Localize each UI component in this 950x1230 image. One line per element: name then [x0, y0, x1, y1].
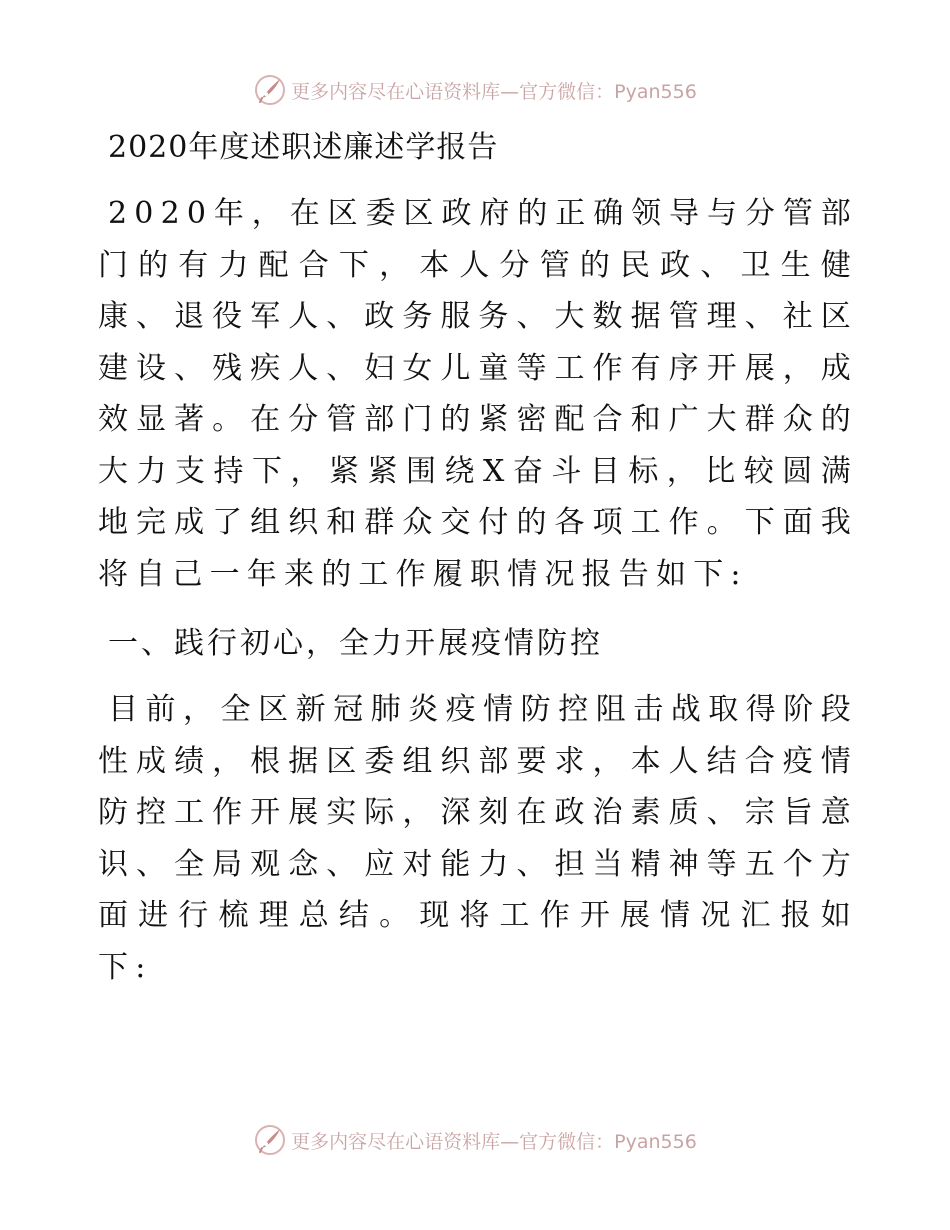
footer-watermark-text: 更多内容尽在心语资料库—官方微信：Pyan556 — [291, 1130, 697, 1153]
section-paragraph: 目前，全区新冠肺炎疫情防控阻击战取得阶段性成绩，根据区委组织部要求，本人结合疫情防控工作开展实际，深刻在政治素质、宗旨意识、全局观念、应对能力、担当精神等五个方面进行梳理总结。现将工作开展情况汇报如下: — [98, 692, 858, 985]
quill-pen-logo-icon — [253, 1123, 287, 1157]
footer-watermark-banner — [0, 1120, 950, 1160]
section-heading: 一、践行初心，全力开展疫情防控 — [108, 626, 603, 661]
header-watermark-banner — [0, 70, 950, 110]
quill-pen-logo-icon — [253, 73, 287, 107]
header-watermark-text: 更多内容尽在心语资料库—官方微信：Pyan556 — [291, 80, 697, 103]
document-title: 2020年度述职述廉述学报告 — [108, 130, 499, 165]
intro-paragraph: 2020年，在区委区政府的正确领导与分管部门的有力配合下，本人分管的民政、卫生健康、退役军人、政务服务、大数据管理、社区建设、残疾人、妇女儿童等工作有序开展，成效显著。在分管部门的紧密配合和广大群众的大力支持下，紧紧围绕X奋斗目标，比较圆满地完成了组织和群众交付的各项工作。下面我将自己一年来的工作履职情况报告如下: — [98, 196, 858, 592]
document-body — [98, 122, 858, 993]
